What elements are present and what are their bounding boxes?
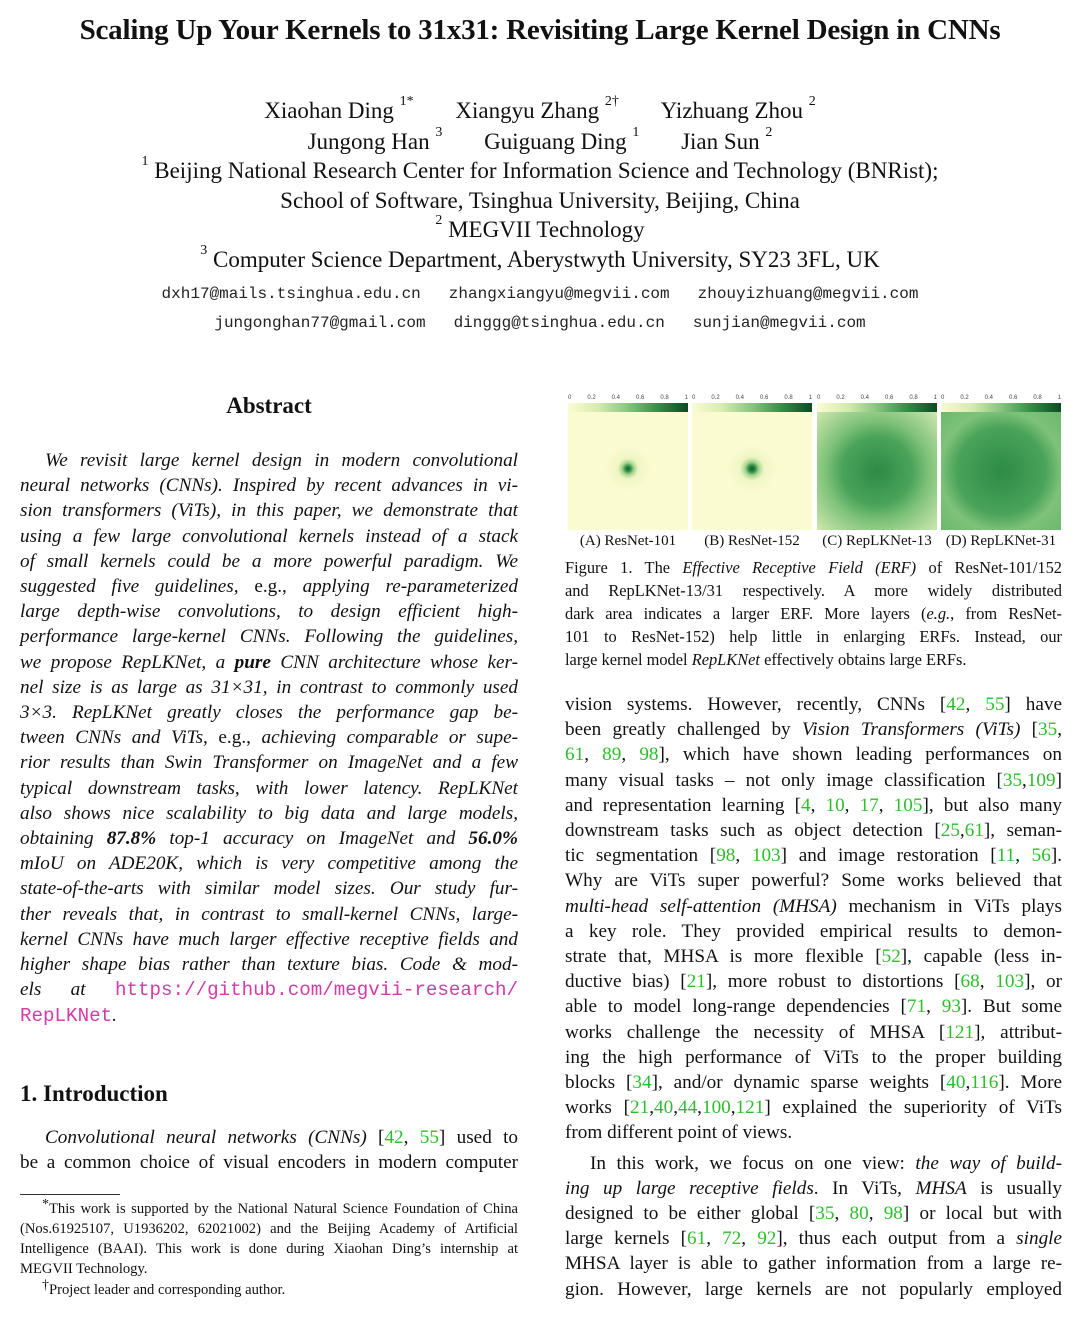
abstract-line: 3×3. RepLKNet greatly closes the performance gap be- bbox=[20, 702, 518, 724]
body-line: MHSA layer is able to gather information from a large re- bbox=[565, 1253, 1062, 1275]
citation: 35 bbox=[1038, 719, 1058, 741]
abstract-line: rior results than Swin Transformer on ImageNet and a few bbox=[20, 752, 518, 774]
figure-caption bbox=[565, 556, 1062, 671]
body-line: works challenge the necessity of MHSA [121], attribut- bbox=[565, 1021, 1062, 1043]
caption-line: 101 to ResNet-152) help little in enlarging ERFs. Instead, our bbox=[565, 627, 1062, 646]
panel-label: (A) ResNet-101 bbox=[579, 533, 677, 549]
abstract-heading: Abstract bbox=[226, 393, 312, 418]
citation: 89 bbox=[602, 744, 622, 766]
colorbar-tick: 0.4 bbox=[984, 395, 993, 401]
citation: 105 bbox=[893, 794, 923, 816]
erf-heatmap bbox=[941, 412, 1061, 530]
email: dxh17@mails.tsinghua.edu.cn bbox=[161, 285, 421, 303]
body-line: 61, 89, 98], which have shown leading performances on bbox=[565, 744, 1062, 766]
colorbar-tick: 0.2 bbox=[711, 395, 720, 401]
author-name: Yizhuang Zhou $^2$ bbox=[660, 94, 816, 123]
citation: 35 bbox=[815, 1203, 835, 1225]
email: zhouyizhuang@megvii.com bbox=[697, 285, 919, 303]
caption-line: Figure 1. The Effective Receptive Field (ERF) of ResNet-101/152 bbox=[565, 558, 1062, 577]
footnote-2: †Project leader and corresponding author. bbox=[42, 1278, 286, 1298]
citation: 92 bbox=[757, 1228, 777, 1250]
colorbar-tick: 0.4 bbox=[611, 395, 620, 401]
panel-label: (B) ResNet-152 bbox=[704, 533, 800, 549]
body-line: tic segmentation [98, 103] and image restoration [11, 56]. bbox=[565, 845, 1063, 867]
citation: 116 bbox=[970, 1072, 999, 1094]
panel-label: (D) RepLKNet-31 bbox=[945, 533, 1057, 549]
citation: 103 bbox=[995, 971, 1025, 993]
abstract-line: neural networks (CNNs). Inspired by recent advances in vi- bbox=[20, 475, 518, 497]
caption-line: dark area indicates a larger ERF. More layers (e.g., from ResNet- bbox=[565, 604, 1062, 623]
citation: 40 bbox=[946, 1072, 966, 1094]
body-line: been greatly challenged by Vision Transformers (ViTs) [35, bbox=[565, 719, 1063, 741]
citation: 21 bbox=[686, 971, 706, 993]
colorbar-tick: 0.6 bbox=[1008, 395, 1018, 401]
abstract-line: ther reveals that, in contrast to small-kernel CNNs, large- bbox=[20, 903, 518, 925]
body-line: gion. However, large kernels are not popularly employed bbox=[565, 1278, 1062, 1300]
abstract-line: nel size is as large as 31×31, in contrast to commonly used bbox=[20, 676, 518, 698]
citation: 55 bbox=[419, 1127, 439, 1148]
caption-line: large kernel model RepLKNet effectively obtains large ERFs. bbox=[565, 650, 967, 669]
colorbar-tick: 0 bbox=[817, 395, 821, 401]
colorbar-tick: 0.8 bbox=[909, 395, 918, 401]
email: jungonghan77@gmail.com bbox=[214, 314, 426, 332]
erf-heatmap bbox=[692, 412, 812, 530]
citation: 61 bbox=[687, 1228, 707, 1250]
citation: 10 bbox=[825, 794, 845, 816]
citation: 72 bbox=[722, 1228, 742, 1250]
citation: 55 bbox=[985, 694, 1005, 715]
colorbar-tick: 0.2 bbox=[960, 395, 969, 401]
abstract-line: suggested five guidelines, e.g., applying re-parameterized bbox=[20, 576, 518, 598]
body-line: strate that, MHSA is more flexible [52], capable (less in- bbox=[565, 946, 1062, 968]
right-column-body bbox=[565, 692, 1062, 1302]
colorbar-tick: 1 bbox=[933, 395, 937, 401]
author-row-1 bbox=[0, 94, 1080, 124]
erf-heatmap bbox=[568, 412, 688, 530]
body-line: ductive bias) [21], more robust to distortions [68, 103], or bbox=[565, 971, 1063, 993]
body-line: ing up large receptive fields. In ViTs, MHSA is usually bbox=[565, 1177, 1062, 1199]
affiliation-2: $^2$ MEGVII Technology bbox=[435, 213, 645, 242]
citation: 61 bbox=[565, 744, 585, 766]
citation: 93 bbox=[941, 996, 961, 1018]
colorbar-tick: 1 bbox=[1057, 395, 1061, 401]
colorbar-tick: 0.6 bbox=[759, 395, 769, 401]
intro-line-1: Convolutional neural networks (CNNs) [42, 55] used to bbox=[45, 1127, 519, 1148]
abstract-line: state-of-the-arts with similar model sizes. Our study fur- bbox=[20, 878, 518, 900]
abstract-line: sion transformers (ViTs), in this paper, we demonstrate that bbox=[20, 500, 518, 522]
body-line: multi-head self-attention (MHSA) mechanism in ViTs plays bbox=[565, 895, 1062, 917]
abstract-line: kernel CNNs have much larger effective receptive fields and bbox=[20, 928, 518, 950]
citation: 44 bbox=[677, 1097, 698, 1119]
affiliation-3: $^3$ Computer Science Department, Aberystwyth University, SY23 3FL, UK bbox=[200, 243, 880, 272]
code-link[interactable]: RepLKNet bbox=[20, 1005, 113, 1028]
colorbar-tick: 0.8 bbox=[784, 395, 793, 401]
body-line: large kernels [61, 72, 92], thus each output from a single bbox=[565, 1228, 1063, 1250]
body-line: works [21,40,44,100,121] explained the superiority of ViTs bbox=[565, 1097, 1062, 1119]
colorbar-tick: 0.4 bbox=[860, 395, 869, 401]
abstract-line: also shows nice scalability to big data and large models, bbox=[20, 802, 518, 824]
colorbar bbox=[568, 395, 688, 412]
panel-label: (C) RepLKNet-13 bbox=[822, 533, 932, 549]
colorbar bbox=[817, 395, 937, 412]
citation: 100 bbox=[701, 1097, 731, 1119]
body-line: and representation learning [4, 10, 17, 105], but also many bbox=[565, 794, 1063, 816]
paper-title: Scaling Up Your Kernels to 31x31: Revisiting Large Kernel Design in CNNs bbox=[79, 14, 1001, 46]
abstract-line: obtaining 87.8% top-1 accuracy on ImageNet and 56.0% bbox=[20, 828, 518, 850]
abstract-body bbox=[20, 448, 518, 1030]
citation: 52 bbox=[881, 946, 901, 968]
citation: 98 bbox=[883, 1203, 903, 1225]
author-row-2 bbox=[0, 125, 1080, 155]
body-line: vision systems. However, recently, CNNs [42, 55] have bbox=[565, 694, 1062, 715]
citation: 40 bbox=[654, 1097, 674, 1119]
citation: 17 bbox=[859, 794, 879, 816]
abstract-line: higher shape bias rather than texture bias. Code & mod- bbox=[20, 954, 518, 976]
introduction-body bbox=[20, 1125, 518, 1175]
introduction-heading: 1. Introduction bbox=[20, 1081, 168, 1106]
body-line: Why are ViTs super powerful? Some works believed that bbox=[565, 870, 1062, 892]
citation: 68 bbox=[960, 971, 980, 993]
abstract-line: mIoU on ADE20K, which is very competitive among the bbox=[20, 853, 518, 875]
citation: 21 bbox=[630, 1097, 650, 1119]
author-name: Jian Sun $^2$ bbox=[681, 125, 773, 154]
citation: 42 bbox=[384, 1127, 404, 1148]
citation: 103 bbox=[751, 845, 781, 867]
citation: 35 bbox=[1002, 769, 1023, 791]
email: sunjian@megvii.com bbox=[692, 314, 866, 332]
author-name: Jungong Han $^3$ bbox=[307, 125, 443, 154]
abstract-line: large depth-wise convolutions, to design efficient high- bbox=[20, 601, 518, 623]
email: dinggg@tsinghua.edu.cn bbox=[453, 314, 665, 332]
body-line: a key role. They provided empirical results to demon- bbox=[565, 920, 1062, 942]
footnote-1: *This work is supported by the National Natural Science Foundation of China (Nos.61925107, U1936202, 62021002) and the Beijing Academy of Artificial Intelligence (BAAI). This work is done during Xiaohan Ding’s internship at MEGVII Technology. bbox=[20, 1197, 518, 1277]
body-line: downstream tasks such as object detection [25,61], seman- bbox=[565, 820, 1062, 842]
citation: 80 bbox=[849, 1203, 869, 1225]
colorbar bbox=[941, 395, 1061, 412]
abstract-line: we propose RepLKNet, a pure CNN architecture whose ker- bbox=[20, 651, 519, 673]
colorbar-tick: 0.2 bbox=[836, 395, 845, 401]
citation: 56 bbox=[1031, 845, 1051, 867]
citation: 109 bbox=[1026, 769, 1056, 791]
email: zhangxiangyu@megvii.com bbox=[448, 285, 670, 303]
author-name: Guiguang Ding $^1$ bbox=[484, 125, 640, 154]
email-row-1 bbox=[0, 285, 1080, 303]
citation: 121 bbox=[945, 1021, 975, 1043]
citation: 11 bbox=[996, 845, 1016, 867]
citation: 25 bbox=[940, 820, 960, 842]
author-name: Xiangyu Zhang $^{2\dagger}$ bbox=[455, 94, 619, 123]
citation: 121 bbox=[735, 1097, 765, 1119]
caption-line: and RepLKNet-13/31 respectively. A more widely distributed bbox=[565, 581, 1062, 600]
colorbar-tick: 0 bbox=[568, 395, 572, 401]
abstract-line: We revisit large kernel design in modern convolutional bbox=[45, 450, 518, 471]
abstract-line: of small kernels could be a more powerful paradigm. We bbox=[20, 550, 518, 572]
intro-line-2: be a common choice of visual encoders in modern computer bbox=[20, 1152, 518, 1174]
abstract-line: using a few large convolutional kernels instead of a stack bbox=[20, 525, 518, 547]
colorbar-tick: 0.6 bbox=[884, 395, 894, 401]
colorbar bbox=[692, 395, 812, 412]
citation: 98 bbox=[639, 744, 659, 766]
colorbar-tick: 0.8 bbox=[660, 395, 669, 401]
erf-heatmap bbox=[817, 412, 937, 530]
body-line: ing the high performance of ViTs to the proper building bbox=[565, 1046, 1062, 1068]
body-line: blocks [34], and/or dynamic sparse weights [40,116]. More bbox=[565, 1072, 1062, 1094]
abstract-line: performance large-kernel CNNs. Following the guidelines, bbox=[20, 626, 518, 648]
colorbar-tick: 0.2 bbox=[587, 395, 596, 401]
code-link[interactable]: https://github.com/megvii-research/ bbox=[114, 979, 518, 1002]
colorbar-tick: 0 bbox=[692, 395, 696, 401]
footnote-divider bbox=[20, 1194, 120, 1195]
colorbar-tick: 0.6 bbox=[635, 395, 645, 401]
affiliation-1: $^1$ Beijing National Research Center for Information Science and Technology (BNRist); bbox=[141, 154, 939, 183]
citation: 34 bbox=[632, 1072, 652, 1094]
author-name: Xiaohan Ding $^{1*}$ bbox=[264, 94, 414, 123]
citation: 98 bbox=[716, 845, 736, 867]
body-line: able to model long-range dependencies [71, 93]. But some bbox=[565, 996, 1062, 1018]
body-line: In this work, we focus on one view: the way of build- bbox=[590, 1152, 1062, 1174]
citation: 71 bbox=[906, 996, 927, 1018]
citation: 4 bbox=[800, 794, 811, 816]
colorbar-tick: 1 bbox=[684, 395, 688, 401]
abstract-line: typical downstream tasks, with lower latency. RepLKNet bbox=[20, 777, 518, 799]
colorbar-tick: 1 bbox=[808, 395, 812, 401]
affiliation-1b: School of Software, Tsinghua University, Beijing, China bbox=[280, 188, 800, 213]
abstract-line: els at https://github.com/megvii-research/ bbox=[20, 979, 518, 1002]
abstract-line: RepLKNet. bbox=[20, 1005, 117, 1028]
body-line: designed to be either global [35, 80, 98] or local but with bbox=[565, 1203, 1063, 1225]
body-line: from different point of views. bbox=[565, 1122, 793, 1144]
email-row-2 bbox=[0, 314, 1080, 332]
citation: 42 bbox=[946, 694, 966, 715]
abstract-line: tween CNNs and ViTs, e.g., achieving comparable or supe- bbox=[20, 727, 518, 749]
colorbar-tick: 0.8 bbox=[1033, 395, 1042, 401]
colorbar-tick: 0 bbox=[941, 395, 945, 401]
citation: 61 bbox=[964, 820, 984, 842]
body-line: many visual tasks – not only image classification [35,109] bbox=[565, 769, 1062, 791]
colorbar-tick: 0.4 bbox=[735, 395, 744, 401]
